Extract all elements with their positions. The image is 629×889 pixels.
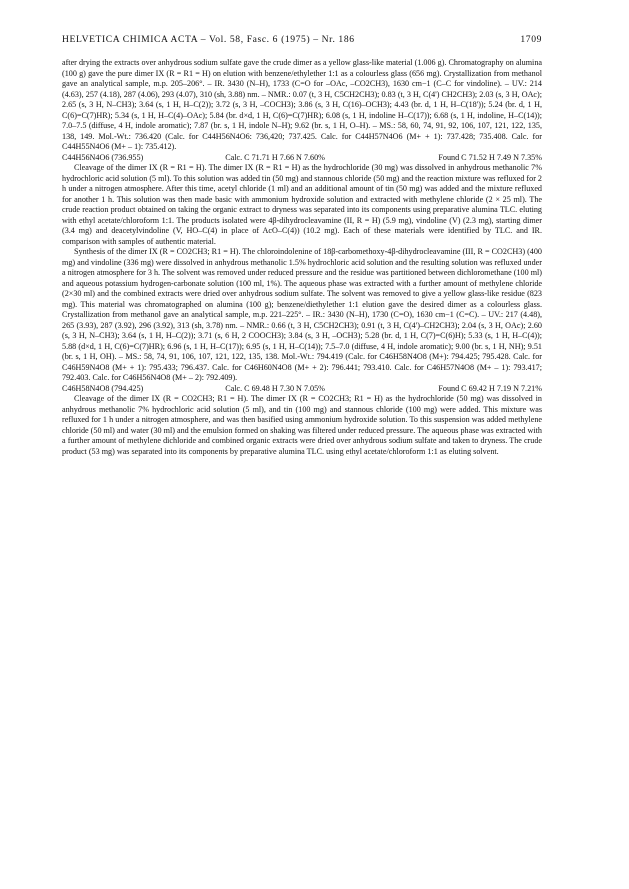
running-header — [62, 34, 542, 48]
formula: C46H58N4O8 (794.425) — [62, 383, 144, 393]
formula: C44H56N4O6 (736.955) — [62, 152, 144, 162]
paragraph-synthesis: Synthesis of the dimer IX (R = CO2CH3; R1 = H). The chloroindolenine of 18β-carbomethoxy-4β-dihydrocleavamine (III, R = CO2CH3) (400 mg) and vindoline (336 mg) were dissolved in anhydrous methanolic 1.5% hydrochloric acid solution and the resulting solution was refluxed under a nitrogen atmosphere for 3 h. The solvent was removed under reduced pressure and the residue was partitioned between dichloromethane (100 ml) and aqueous potassium hydrogen-carbonate solution (100 ml, 1%). The aqueous phase was extracted with a further amount of methylene chloride (2×30 ml) and the combined extracts were dried over anhydrous sodium sulfate. The solvent was removed to give a yellow glass-like residue (823 mg). This material was chromatographed on alumina (100 g); benzene/diethylether 1:1 elution gave the desired dimer as a colourless glass. Crystallization from methanol gave an analytical sample, m.p. 221–225°. – IR.: 3430 (N–H), 1730 (C=O), 1630 cm−1 (C=C). – UV.: 217 (4.48), 265 (3.93), 287 (3.92), 296 (3.92), 313 (sh, 3.78) nm. – NMR.: 0.66 (t, 3 H, C5CH2CH3); 0.91 (t, 3 H, C(4')–CH2CH3); 2.04 (s, 3 H, OAc); 2.60 (s, 3 H, N–CH3); 3.64 (s, 1 H, H–C(2)); 3.71 (s, 6 H, 2 COOCH3); 3.84 (s, 3 H, –OCH3); 5.28 (br. d, 1 H, C(7)=C(6)H); 5.33 (s, 1 H, H–C(4)); 5.88 (d×d, 1 H, C(6)=C(7)HR); 6.96 (s, 1 H, H–C(17)); 6.95 (s, 1 H, H–C(14)); 7.5–7.0 (diffuse, 4 H, indole aromatic); 9.00 (br. s, 1 H, NH); 9.51 (br. s, 1 H, OH). – MS.: 58, 74, 91, 106, 107, 121, 122, 135, 138. Mol.-Wt.: 794.419 (Calc. for C46H58N4O8 (M+): 794.425; 795.428. Calc. for C46H59N4O8 (M+ + 1): 795.433; 796.437. Calc. for C46H60N4O8 (M+ + 2): 796.441; 793.410. Calc. for C46H57N4O8 (M+ – 1): 793.417; 792.403. Calc. for C46H56N4O8 (M+ – 2): 792.409). — [62, 247, 542, 382]
page-number: 1709 — [520, 34, 542, 45]
paragraph-cleavage-1: Cleavage of the dimer IX (R = R1 = H). The dimer IX (R = R1 = H) as the hydrochloride (30 mg) was dissolved in anhydrous methanolic 7% hydrochloric acid solution (5 ml). To this solution was added tin (50 mg) and stannous chloride (50 mg) and the reaction mixture was refluxed for 2 h under a nitrogen atmosphere. After this time, acetyl chloride (1 ml) and an additional amount of tin (50 mg) was added and the mixture refluxed for another 1 h. This solution was then made basic with ammonium hydroxide solution and extracted with methylene chloride (2 × 25 ml). The crude reaction product obtained on taking the organic extract to dryness was separated into its components using preparative alumina TLC. eluting with ethyl acetate/chloroform 1:1. The products isolated were 4β-dihydrocleavamine (II, R = H) (5.9 mg), vindoline (V) (2.3 mg), starting dimer (3.4 mg) and deacetylvindoline (V, HO–C(4) in place of AcO–C(4)) (10.2 mg). Each of these materials were identified by TLC. and IR. comparison with samples of authentic material. — [62, 163, 542, 246]
elemental-analysis-1 — [62, 153, 542, 164]
calc-values: Calc. C 71.71 H 7.66 N 7.60% — [225, 152, 325, 162]
paragraph-cleavage-2: Cleavage of the dimer IX (R = CO2CH3; R1 = H). The dimer IX (R = CO2CH3; R1 = H) as the hydrochloride (50 mg) was dissolved in anhydrous methanolic 7% hydrochloric acid solution (5 ml), and tin (100 mg) and stannous chloride (100 mg) were added. This mixture was refluxed for 1 h under a nitrogen atmosphere, and was then basified using ammonium hydroxide solution. To this suspension was added methylene chloride (50 ml) and water (30 ml) and the emulsion formed on shaking was filtered under reduced pressure. The aqueous phase was extracted with a further amount of methylene dichloride and combined organic extracts were dried over anhydrous sodium sulfate and taken to dryness. The crude product (53 mg) was separated into its components by preparative alumina TLC. using ethyl acetate/chloroform 1:1 as eluting solvent. — [62, 394, 542, 456]
elemental-analysis-2 — [62, 384, 542, 395]
paragraph-dimer-prep: after drying the extracts over anhydrous sodium sulfate gave the crude dimer as a yellow glass-like material (1.006 g). Chromatography on alumina (100 g) gave the pure dimer IX (R = R1 = H) on elution with benzene/ethylether 1:1 as a colourless glass (656 mg). Crystallization from methanol gave an analytical sample, m.p. 205–206°. – IR. 3430 (N–H), 1733 (C=O for –OAc, –CO2CH3), 1630 cm−1 (C–C for vindoline). – UV.: 214 (4.63), 257 (4.18), 287 (4.06), 293 (4.07), 310 (sh, 3.88) nm. – NMR.: 0.07 (t, 3 H, C5CH2CH3); 0.83 (t, 3 H, C(4') CH2CH3); 2.03 (s, 3 H, OAc); 2.65 (s, 3 H, N–CH3); 3.64 (s, 1 H, H–C(2)); 3.72 (s, 3 H, –COCH3); 3.86 (s, 3 H, C(16)–OCH3); 4.43 (br. d, 1 H, H–C(18')); 5.24 (br. d, 1 H, C(6)=C(7)HR); 5.34 (s, 1 H, H–C(4)–OAc); 5.84 (br. d×d, 1 H, C(6)=C(7)HR); 6.08 (s, 1 H, indoline H–C(17)); 6.68 (s, 1 H, indoline, H–C(14)); 7.0–7.5 (diffuse, 4 H, indole aromatic); 7.87 (br. s, 1 H, indole N–H); 9.62 (br. s, 1 H, O–H). – MS.: 58, 60, 74, 91, 92, 106, 107, 121, 122, 135, 138, 149. Mol.-Wt.: 736.420 (Calc. for C44H56N4O6: 736,420; 737.425. Calc. for C44H57N4O6 (M+ + 1): 737.428; 735.408. Calc. for C44H55N4O6 (M+ – 1): 735.412). — [62, 58, 542, 151]
journal-header: HELVETICA CHIMICA ACTA – Vol. 58, Fasc. 6 (1975) – Nr. 186 — [62, 34, 355, 45]
calc-values: Calc. C 69.48 H 7.30 N 7.05% — [225, 383, 325, 393]
found-values: Found C 69.42 H 7.19 N 7.21% — [438, 383, 542, 393]
found-values: Found C 71.52 H 7.49 N 7.35% — [438, 152, 542, 162]
article-body — [62, 58, 542, 457]
